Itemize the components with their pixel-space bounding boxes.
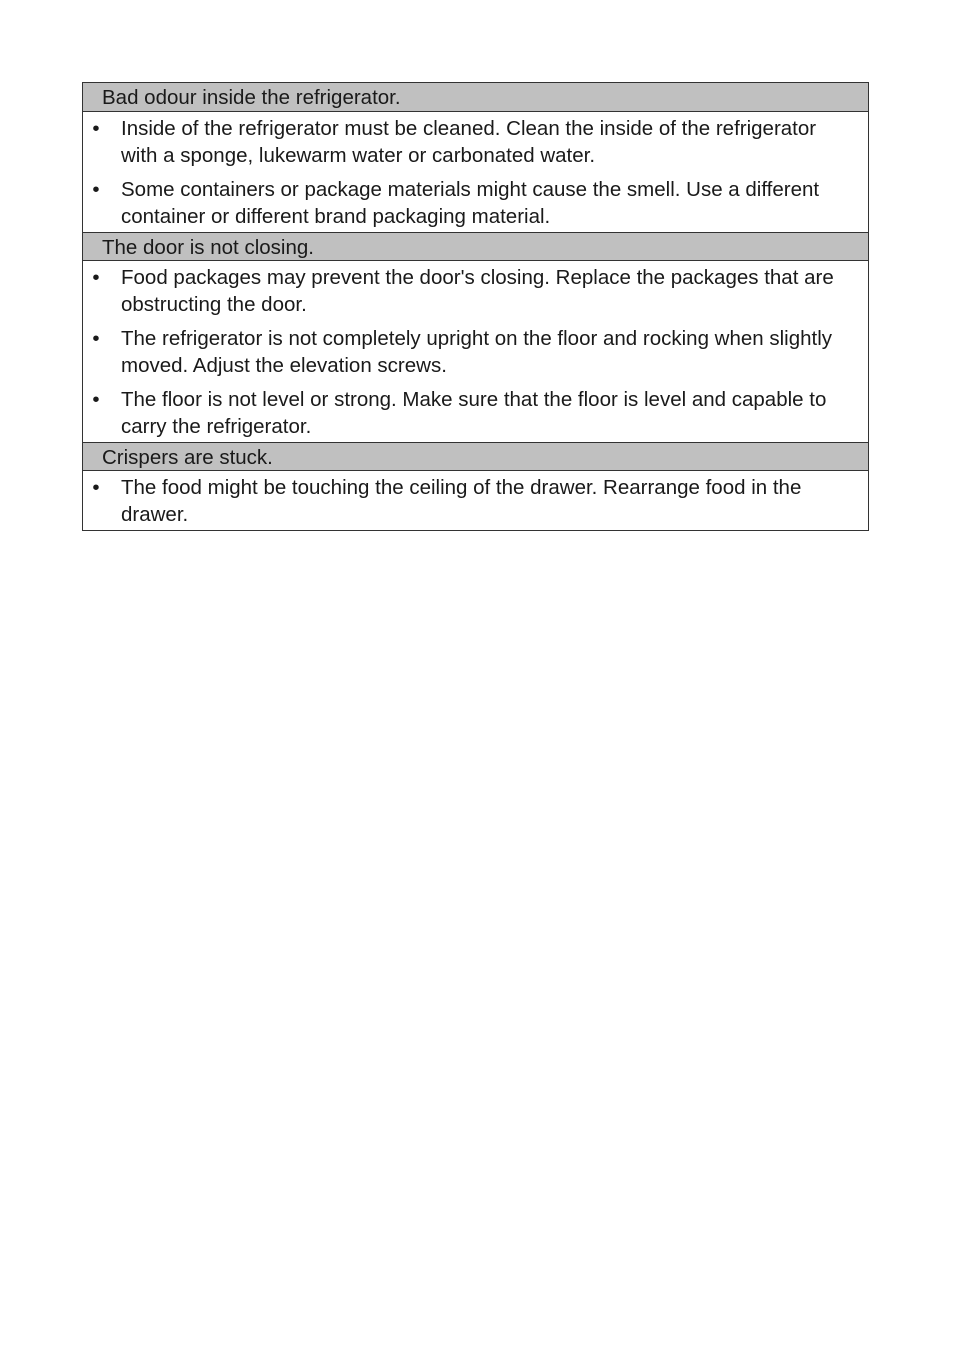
- list-item: [83, 176, 858, 230]
- section-crispers-stuck: [83, 442, 868, 530]
- section-header: Bad odour inside the refrigerator.: [83, 83, 868, 112]
- list-item-text: Food packages may prevent the door's closing. Replace the packages that are obstructing the door.: [121, 266, 834, 316]
- list-item: [83, 115, 858, 169]
- bullet-icon: •: [92, 327, 100, 350]
- bullet-icon: •: [92, 266, 100, 289]
- list-item-text: The food might be touching the ceiling of the drawer. Rearrange food in the drawer.: [121, 476, 802, 526]
- section-body: [83, 471, 868, 530]
- list-item: [83, 474, 858, 528]
- section-door-not-closing: [83, 232, 868, 442]
- bullet-icon: •: [92, 388, 100, 411]
- list-item: [83, 325, 858, 379]
- section-header: The door is not closing.: [83, 232, 868, 261]
- list-item-text: The floor is not level or strong. Make sure that the floor is level and capable to carry the refrigerator.: [121, 388, 827, 438]
- bullet-icon: •: [92, 178, 100, 201]
- list-item: [83, 264, 858, 318]
- list-item-text: The refrigerator is not completely upright on the floor and rocking when slightly moved. Adjust the elevation screws.: [121, 327, 833, 377]
- list-item-text: Some containers or package materials might cause the smell. Use a different container or different brand packaging material.: [121, 178, 820, 228]
- list-item: [83, 386, 858, 440]
- section-bad-odour: [83, 83, 868, 232]
- troubleshooting-table: [82, 82, 869, 531]
- bullet-icon: •: [92, 117, 100, 140]
- section-header: Crispers are stuck.: [83, 442, 868, 471]
- section-body: [83, 112, 868, 232]
- section-body: [83, 261, 868, 442]
- list-item-text: Inside of the refrigerator must be cleaned. Clean the inside of the refrigerator with a sponge, lukewarm water or carbonated water.: [121, 117, 817, 167]
- bullet-icon: •: [92, 476, 100, 499]
